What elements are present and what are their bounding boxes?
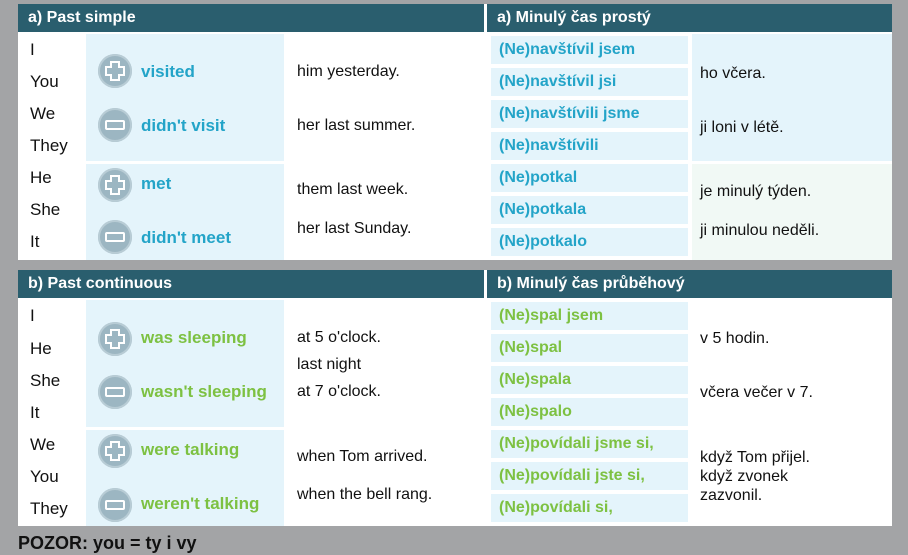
pronoun: It: [30, 403, 40, 422]
english-ending: at 5 o'clock.: [297, 329, 381, 346]
pronoun: He: [30, 339, 52, 358]
positive-verb: was sleeping: [141, 328, 247, 347]
negative-verb: wasn't sleeping: [141, 382, 267, 401]
past-continuous-header-cz: b) Minulý čas průběhový: [487, 270, 892, 298]
past-continuous-panel: [18, 270, 892, 526]
plus-icon: [98, 54, 132, 88]
minus-icon: [98, 375, 132, 409]
minus-icon: [98, 488, 132, 522]
negative-verb: weren't talking: [141, 494, 260, 513]
english-ending: her last Sunday.: [297, 220, 412, 237]
czech-form: (Ne)navštívili: [491, 132, 688, 160]
positive-verb: visited: [141, 62, 195, 81]
czech-form: (Ne)navštívil jsi: [491, 68, 688, 96]
pronoun: I: [30, 306, 35, 325]
pronoun: I: [30, 40, 35, 59]
ending-cell: [288, 164, 484, 260]
past-simple-header-en: a) Past simple: [18, 4, 484, 32]
czech-ending: když Tom přijel.: [700, 449, 810, 466]
english-ending: at 7 o'clock.: [297, 383, 381, 400]
czech-form: (Ne)povídali si,: [491, 494, 688, 522]
pronoun: They: [30, 136, 68, 155]
pronoun: You: [30, 467, 59, 486]
past-simple-panel: [18, 4, 892, 260]
english-ending: when the bell rang.: [297, 486, 433, 503]
note-text: POZOR: you = ty i vy: [18, 533, 197, 553]
pronoun: She: [30, 371, 61, 390]
past-continuous-header-en: b) Past continuous: [18, 270, 484, 298]
czech-form: (Ne)navštívili jsme: [491, 100, 688, 128]
czech-form: (Ne)spal jsem: [491, 302, 688, 330]
pronoun: She: [30, 200, 61, 219]
czech-ending: zazvonil.: [700, 487, 763, 504]
czech-ending: je minulý týden.: [700, 183, 812, 200]
pronoun: It: [30, 232, 40, 251]
english-ending: her last summer.: [297, 117, 416, 134]
cz-end-cell: [692, 164, 892, 260]
czech-form: (Ne)navštívil jsem: [491, 36, 688, 64]
positive-verb: met: [141, 174, 172, 193]
english-ending: him yesterday.: [297, 63, 400, 80]
czech-form: (Ne)povídali jste si,: [491, 462, 688, 490]
positive-verb: were talking: [141, 440, 240, 459]
plus-icon: [98, 434, 132, 468]
pronoun: We: [30, 435, 56, 454]
czech-ending: ho včera.: [700, 65, 766, 82]
czech-ending: ji minulou neděli.: [700, 222, 820, 239]
cz-end-cell: [692, 300, 892, 427]
english-ending: last night: [297, 356, 362, 373]
czech-form: (Ne)povídali jsme si,: [491, 430, 688, 458]
pronoun: You: [30, 72, 59, 91]
negative-verb: didn't meet: [141, 228, 231, 247]
czech-form: (Ne)potkala: [491, 196, 688, 224]
cz-end-cell: [692, 34, 892, 161]
czech-form: (Ne)potkal: [491, 164, 688, 192]
pronoun: They: [30, 499, 68, 518]
english-ending: them last week.: [297, 181, 409, 198]
czech-ending: včera večer v 7.: [700, 384, 813, 401]
czech-form: (Ne)potkalo: [491, 228, 688, 256]
minus-icon: [98, 220, 132, 254]
czech-ending: když zvonek: [700, 468, 789, 485]
negative-verb: didn't visit: [141, 116, 226, 135]
czech-form: (Ne)spala: [491, 366, 688, 394]
pronoun: He: [30, 168, 52, 187]
english-ending: when Tom arrived.: [297, 448, 428, 465]
ending-cell: [288, 34, 484, 161]
czech-ending: v 5 hodin.: [700, 330, 770, 347]
pronoun: We: [30, 104, 56, 123]
plus-icon: [98, 322, 132, 356]
czech-form: (Ne)spal: [491, 334, 688, 362]
czech-ending: ji loni v létě.: [700, 119, 784, 136]
czech-form: (Ne)spalo: [491, 398, 688, 426]
plus-icon: [98, 168, 132, 202]
minus-icon: [98, 108, 132, 142]
past-simple-header-cz: a) Minulý čas prostý: [487, 4, 892, 32]
